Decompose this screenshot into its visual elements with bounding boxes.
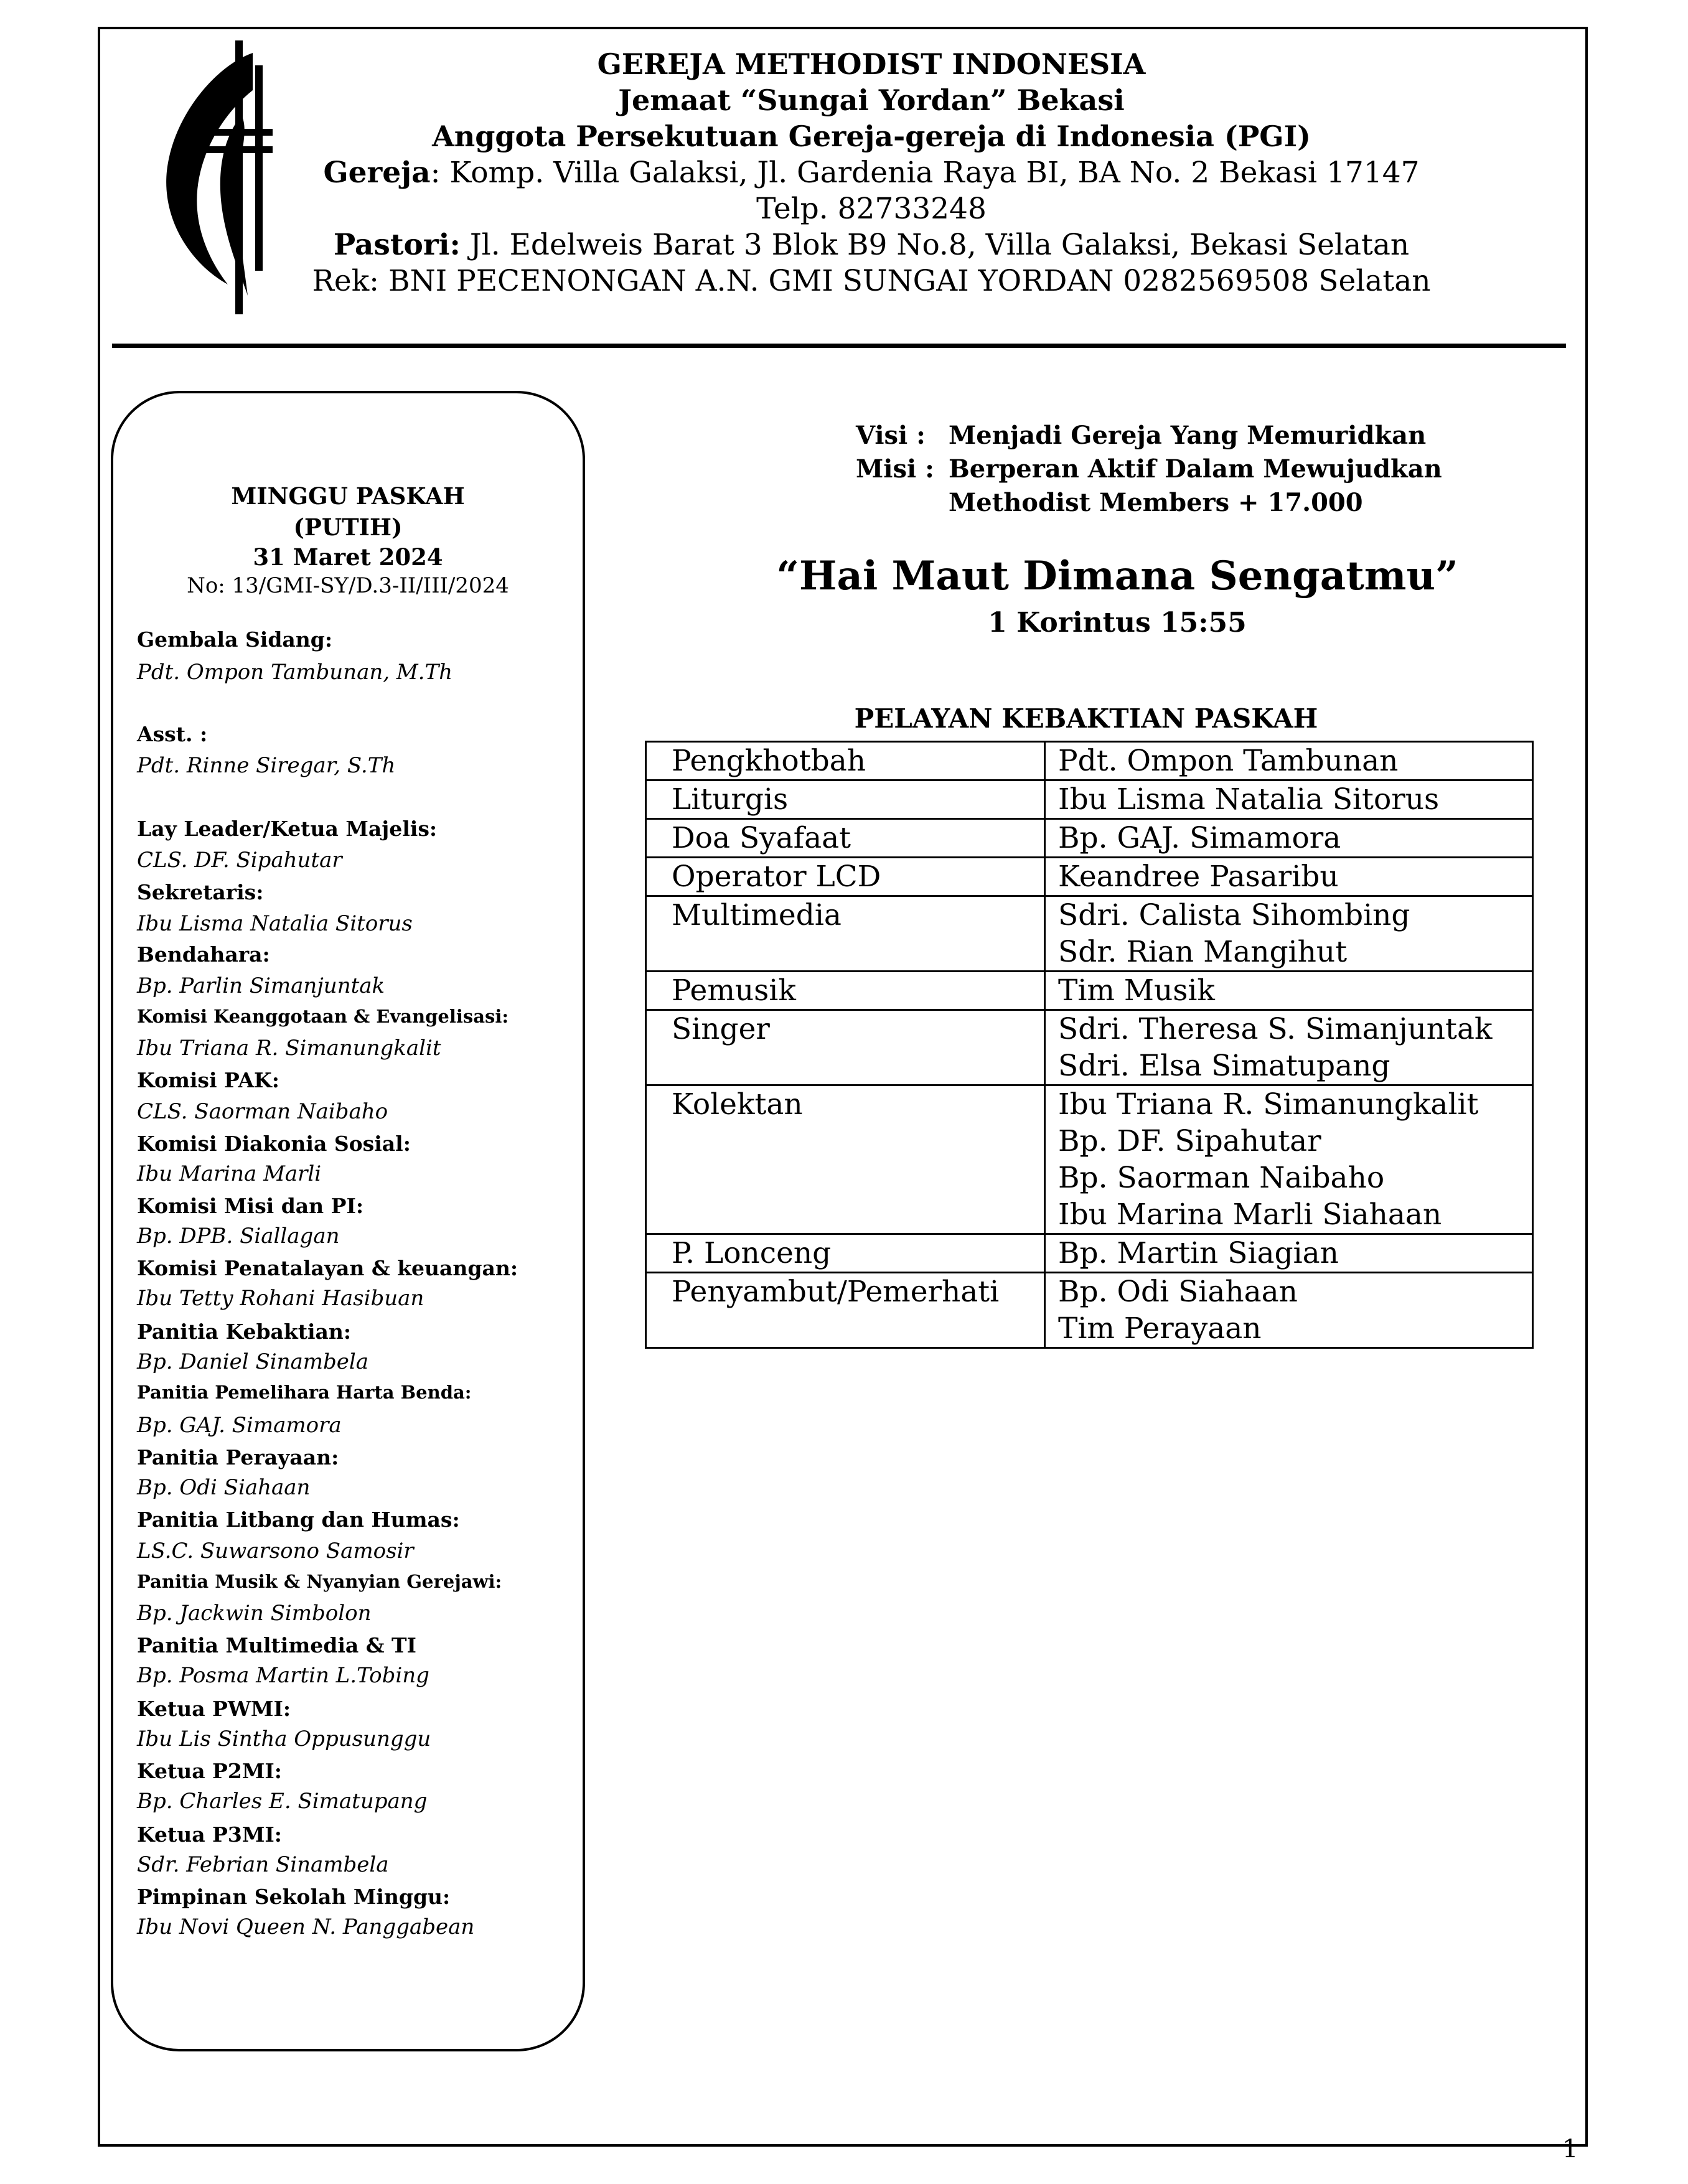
header-line-2: Jemaat “Sungai Yordan” Bekasi — [618, 83, 1125, 117]
role-label: Lay Leader/Ketua Majelis: — [137, 817, 438, 841]
service-person: Bp. DF. Sipahutar — [1058, 1124, 1321, 1158]
role-label: Pimpinan Sekolah Minggu: — [137, 1885, 451, 1909]
role-name: Ibu Lis Sintha Oppusunggu — [137, 1727, 431, 1751]
service-row — [646, 819, 1533, 858]
service-person: Bp. Martin Siagian — [1058, 1236, 1339, 1270]
service-names — [1045, 1273, 1533, 1348]
role-label: Panitia Litbang dan Humas: — [137, 1507, 460, 1532]
service-names — [1045, 1010, 1533, 1085]
service-role: Pengkhotbah — [646, 742, 1045, 780]
service-row — [646, 1273, 1533, 1348]
role-label: Panitia Multimedia & TI — [137, 1633, 416, 1657]
role-name: Bp. Parlin Simanjuntak — [137, 973, 385, 998]
service-role: Penyambut/Pemerhati — [646, 1273, 1045, 1348]
role-label: Bendahara: — [137, 942, 270, 967]
role-label: Komisi Diakonia Sosial: — [137, 1132, 411, 1156]
role-label: Ketua P2MI: — [137, 1759, 282, 1783]
role-label: Ketua P3MI: — [137, 1822, 282, 1847]
service-names — [1045, 780, 1533, 819]
role-label: Panitia Kebaktian: — [137, 1319, 352, 1344]
role-name: Bp. DPB. Siallagan — [137, 1224, 340, 1249]
service-names — [1045, 742, 1533, 780]
role-name: CLS. Saorman Naibaho — [137, 1099, 388, 1124]
service-date: 31 Maret 2024 — [253, 543, 443, 571]
misi-label: Misi : — [856, 454, 934, 484]
role-label: Komisi Keanggotaan & Evangelisasi: — [137, 1006, 509, 1027]
service-row — [646, 1234, 1533, 1273]
service-person: Pdt. Ompon Tambunan — [1058, 744, 1399, 778]
role-label: Sekretaris: — [137, 880, 264, 904]
role-label: Gembala Sidang: — [137, 627, 333, 652]
service-role: Kolektan — [646, 1085, 1045, 1234]
service-person: Ibu Triana R. Simanungkalit — [1058, 1087, 1479, 1122]
role-name: Ibu Lisma Natalia Sitorus — [137, 911, 413, 936]
service-names — [1045, 819, 1533, 858]
service-person: Ibu Lisma Natalia Sitorus — [1058, 782, 1440, 817]
cross-flame-logo — [148, 40, 273, 314]
misi-text-1: Berperan Aktif Dalam Mewujudkan — [949, 454, 1442, 484]
role-label: Panitia Perayaan: — [137, 1445, 339, 1469]
service-person: Bp. GAJ. Simamora — [1058, 821, 1341, 855]
role-label: Panitia Pemelihara Harta Benda: — [137, 1382, 472, 1403]
service-person: Bp. Odi Siahaan — [1058, 1275, 1298, 1309]
header-line-1: GEREJA METHODIST INDONESIA — [597, 47, 1146, 81]
liturgical-color: (PUTIH) — [293, 513, 403, 541]
visi-text: Menjadi Gereja Yang Memuridkan — [949, 421, 1427, 450]
service-names — [1045, 858, 1533, 896]
role-name: CLS. DF. Sipahutar — [137, 848, 342, 873]
service-role: Multimedia — [646, 896, 1045, 972]
role-name: Bp. GAJ. Simamora — [137, 1413, 342, 1438]
service-role: Operator LCD — [646, 858, 1045, 896]
service-role: Singer — [646, 1010, 1045, 1085]
service-person: Sdr. Rian Mangihut — [1058, 935, 1348, 969]
role-label: Komisi Misi dan PI: — [137, 1194, 364, 1218]
role-name: LS.C. Suwarsono Samosir — [137, 1539, 414, 1563]
header-line-3: Anggota Persekutuan Gereja-gereja di Indonesia (PGI) — [432, 120, 1311, 153]
role-name: Bp. Posma Martin L.Tobing — [137, 1663, 429, 1688]
role-name: Ibu Tetty Rohani Hasibuan — [137, 1286, 424, 1311]
service-row — [646, 1085, 1533, 1234]
service-person: Sdri. Calista Sihombing — [1058, 898, 1410, 932]
service-row — [646, 780, 1533, 819]
role-name: Ibu Marina Marli — [137, 1161, 322, 1186]
role-name: Ibu Novi Queen N. Panggabean — [137, 1915, 475, 1939]
service-row — [646, 896, 1533, 972]
role-name: Ibu Triana R. Simanungkalit — [137, 1036, 441, 1061]
page-number: 1 — [1562, 2135, 1578, 2163]
service-role: Pemusik — [646, 972, 1045, 1010]
service-role: Liturgis — [646, 780, 1045, 819]
service-names — [1045, 1234, 1533, 1273]
service-person: Sdri. Theresa S. Simanjuntak — [1058, 1012, 1493, 1046]
service-names — [1045, 972, 1533, 1010]
sunday-title: MINGGU PASKAH — [231, 482, 465, 510]
service-row — [646, 972, 1533, 1010]
role-label: Komisi Penatalayan & keuangan: — [137, 1256, 518, 1280]
role-label: Ketua PWMI: — [137, 1697, 291, 1721]
service-person: Keandree Pasaribu — [1058, 860, 1339, 894]
church-address: Gereja: Komp. Villa Galaksi, Jl. Gardenia Raya BI, BA No. 2 Bekasi 17147 — [323, 156, 1420, 190]
bulletin-number: No: 13/GMI-SY/D.3-II/III/2024 — [187, 573, 509, 598]
visi-label: Visi : — [856, 421, 926, 450]
role-name: Pdt. Rinne Siregar, S.Th — [137, 753, 396, 778]
role-name: Pdt. Ompon Tambunan, M.Th — [137, 660, 453, 685]
service-names — [1045, 896, 1533, 972]
service-table — [645, 741, 1534, 1349]
service-person: Sdri. Elsa Simatupang — [1058, 1049, 1390, 1083]
role-name: Sdr. Febrian Sinambela — [137, 1852, 389, 1877]
service-row — [646, 858, 1533, 896]
phone: Telp. 82733248 — [756, 192, 987, 226]
pastori-address: Pastori: Jl. Edelweis Barat 3 Blok B9 No.8, Villa Galaksi, Bekasi Selatan — [333, 228, 1410, 262]
service-person: Ibu Marina Marli Siahaan — [1058, 1197, 1442, 1232]
role-label: Asst. : — [137, 722, 208, 746]
service-names — [1045, 1085, 1533, 1234]
service-row — [646, 1010, 1533, 1085]
header-divider — [112, 344, 1566, 348]
service-person: Tim Musik — [1058, 973, 1215, 1008]
misi-text-2: Methodist Members + 17.000 — [949, 488, 1363, 517]
service-role: Doa Syafaat — [646, 819, 1045, 858]
bank-account: Rek: BNI PECENONGAN A.N. GMI SUNGAI YORDAN 0282569508 Selatan — [312, 264, 1431, 298]
theme-title: “Hai Maut Dimana Sengatmu” — [776, 553, 1458, 599]
role-name: Bp. Odi Siahaan — [137, 1475, 311, 1500]
theme-verse: 1 Korintus 15:55 — [988, 607, 1247, 639]
service-row — [646, 742, 1533, 780]
service-person: Tim Perayaan — [1058, 1311, 1262, 1346]
service-table-title: PELAYAN KEBAKTIAN PASKAH — [854, 703, 1318, 734]
role-name: Bp. Jackwin Simbolon — [137, 1601, 372, 1626]
service-role: P. Lonceng — [646, 1234, 1045, 1273]
service-person: Bp. Saorman Naibaho — [1058, 1161, 1385, 1195]
role-name: Bp. Charles E. Simatupang — [137, 1789, 428, 1814]
role-label: Panitia Musik & Nyanyian Gerejawi: — [137, 1571, 502, 1592]
role-label: Komisi PAK: — [137, 1068, 279, 1092]
role-name: Bp. Daniel Sinambela — [137, 1349, 369, 1374]
